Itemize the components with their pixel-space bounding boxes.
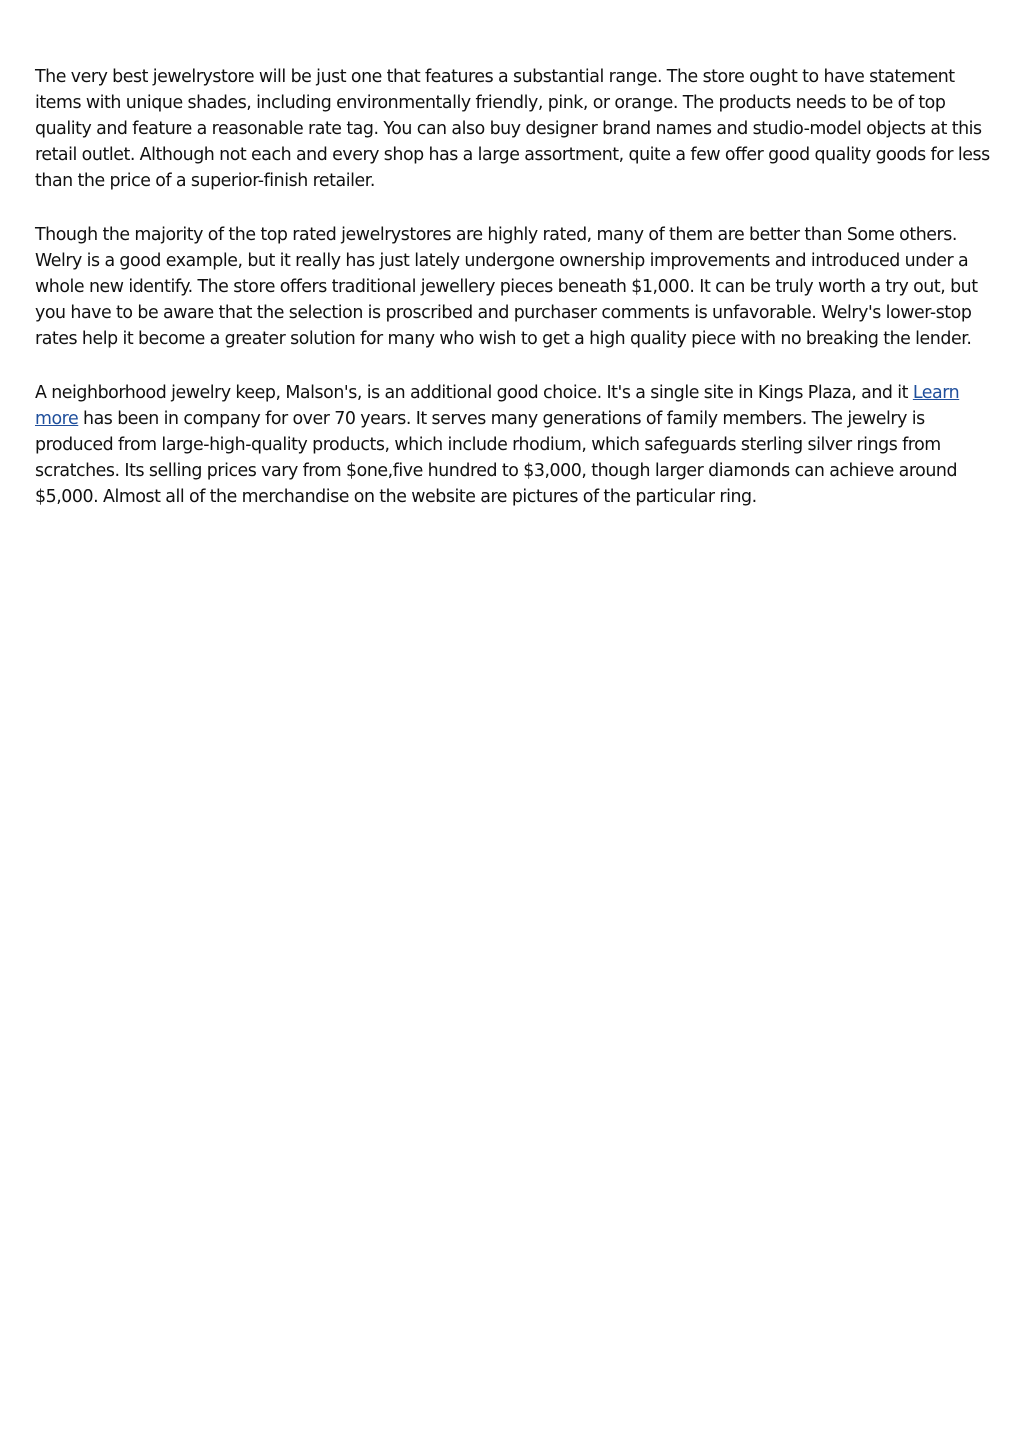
learn-more-link[interactable]: Learn more — [35, 383, 960, 429]
paragraph-1: The very best jewelrystore will be just one that features a substantial range. The store ought to have statement items with unique shades, including environmentally friendly, pink, or orange. The products needs to be of top quality and feature a reasonable rate tag. You can also buy designer brand names and studio-model objects at this retail outlet. Although not each and every shop has a large assortment, quite a few offer good quality goods for less than the price of a superior-finish retailer. — [35, 67, 990, 191]
paragraph-3-text-before-link: A neighborhood jewelry keep, Malson's, is an additional good choice. It's a single site in Kings Plaza, and it — [35, 383, 913, 403]
paragraph-3-text-after-link: has been in company for over 70 years. It serves many generations of family members. The jewelry is produced from large-high-quality products, which include rhodium, which safeguards sterling silver rings from scratches. Its selling prices vary from $one,five hundred to $3,000, though larger diamonds can achieve around $5,000. Almost all of the merchandise on the website are pictures of the particular ring. — [35, 409, 958, 507]
paragraph-3 — [35, 380, 995, 510]
paragraph-2: Though the majority of the top rated jewelrystores are highly rated, many of them are better than Some others. Welry is a good example, but it really has just lately undergone ownership improvements and introduced under a whole new identify. The store offers traditional jewellery pieces beneath $1,000. It can be truly worth a try out, but you have to be aware that the selection is proscribed and purchaser comments is unfavorable. Welry's lower-stop rates help it become a greater solution for many who wish to get a high quality piece with no breaking the lender. — [35, 225, 978, 349]
document-body — [35, 64, 995, 538]
